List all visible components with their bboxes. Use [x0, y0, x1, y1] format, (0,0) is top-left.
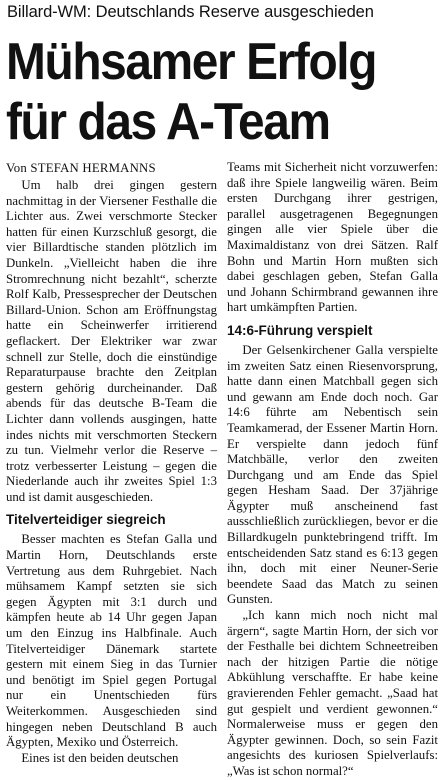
paragraph-besser: Besser machten es Stefan Galla und Martin Horn, Deutschlands erste Vertretung aus dem Ruhrgebiet. Nach mühsamem Kampf setzten sie sich gegen Ägypten mit 3:1 durch und kämpfen heute ab 14 Uhr gegen Japan um den Einzug ins Halbfinale. Auch Titelverteidiger Dänemark startete gestern mit einem Sieg in das Turnier und benötigt im Spiel gegen Portugal nur ein Unentschieden fürs Weiterkommen. Ausgeschieden sind hingegen neben Deutschland B auch Ägypten, Mexiko und Österreich. — [6, 532, 217, 750]
subheading-titelverteidiger: Titelverteidiger siegreich — [6, 512, 166, 528]
paragraph-eines: Eines ist den beiden deutschen — [21, 750, 179, 765]
headline-line-2: für das A-Team — [6, 93, 330, 151]
paragraph-quote: „Ich kann mich noch nicht mal ärgern“, sagte Martin Horn, der sich vor der Festhalle bei dichtem Schneetreiben nach der hitzigen Partie die nötige Abkühlung verschaffte. Er habe keine gravierenden Fehler gemacht. „Saad hat gut gespielt und verdient gewonnen.“ Normalerweise muss er gegen den Ägypter gewinnen. Doch, so sein Fazit angesichts des kuriosen Spielverlaufs: „Was ist schon normal?“ — [227, 608, 438, 778]
paragraph-continued: Teams mit Sicherheit nicht vorzuwerfen: daß ihre Spiele langweilig wären. Beim ersten Durchgang ihrer gestrigen, parallel ausgetragenen Begegnungen gingen alle vier Spiele über die Maximaldistanz von drei Sätzen. Ralf Bohn und Martin Horn mußten sich dabei geschlagen geben, Stefan Galla und Johann Schirmbrand gewannen ihre hart umkämpften Partien. — [227, 160, 438, 315]
article-column-right — [227, 160, 438, 778]
article-headline — [6, 32, 403, 152]
article-column-left — [6, 160, 217, 765]
paragraph-gelsenkirchener: Der Gelsenkirchener Galla verspielte im zweiten Satz einen Riesenvorsprung, hatte dann einen Matchball gegen sich und gewann am Ende doch noch. Gar 14:6 führte am Nebentisch sein Teamkamerad, der Essener Martin Horn. Er verspielte dann jedoch fünf Matchbälle, verlor den zweiten Durchgang und am Ende das Spiel gegen Hesham Saad. Der 37jährige Ägypter muß anscheinend fast ausschließlich zurückliegen, bevor er die Billardkugeln punktebringend trifft. Im entscheidenden Satz stand es 6:13 gegen ihn, doch mit einer Neuner-Serie beendete Saad das Match zu seinen Gunsten. — [227, 342, 438, 607]
subheading-fuehrung-verspielt: 14:6-Führung verspielt — [227, 322, 373, 338]
byline: Von STEFAN HERMANNS — [6, 161, 156, 175]
paragraph-intro: Um halb drei gingen gestern nachmittag in der Viersener Festhalle die Lichter aus. Zwei verschmorte Stecker hatten für einen Kurzschluß gesorgt, die vier Billardtische standen plötzlich im Dunkeln. „Vielleicht haben die ihre Stromrechnung nicht bezahlt“, scherzte Rolf Kalb, Pressesprecher der Deutschen Billard-Union. Schon am Eröffnungstag hatte ein Scheinwerfer irritierend geflackert. Der Elektriker war zwar schnell zur Stelle, doch die einstündige Reparaturpause brachte den Zeitplan gestern gehörig durcheinander. Daß abends für das deutsche B-Team die Lichter dann vollends ausgingen, hatte indes nichts mit verschmorten Steckern zu tun. Vielmehr verlor die Reserve – trotz verbesserter Leistung – gegen die Niederlande auch ihr zweites Spiel 1:3 und ist damit ausgeschieden. — [6, 178, 217, 504]
article-kicker: Billard-WM: Deutschlands Reserve ausgeschieden — [7, 3, 374, 21]
headline-line-1: Mühsamer Erfolg — [6, 33, 377, 91]
